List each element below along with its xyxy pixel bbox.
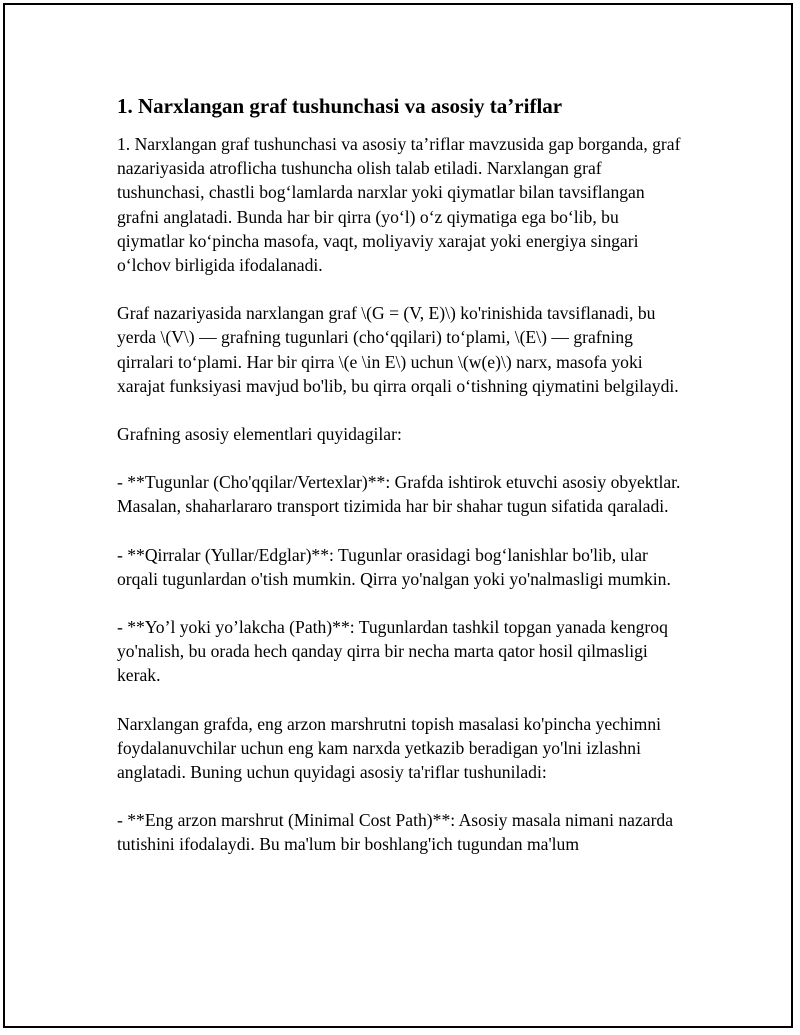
- paragraph-cheapest-route: Narxlangan grafda, eng arzon marshrutni topish masalasi ko'pincha yechimni foydalanuvchilar uchun eng kam narxda yetkazib beradigan yo'lni izlashni anglatadi. Buning uchun quyidagi asosiy ta'riflar tushuniladi:: [117, 713, 662, 783]
- paragraph-definition: Graf nazariyasida narxlangan graf \(G = (V, E)\) ko'rinishida tavsiflanadi, bu yerda \(V\) — grafning tugunlari (cho‘qqilari) to‘plami, \(E\) — grafning qirralari to‘plami. Har bir qirra \(e \in E\) uchun \(w(e)\) narx, masofa yoki xarajat funksiyasi mavjud bo'lib, bu qirra orqali o‘tishning qiymatini belgilaydi.: [117, 303, 679, 396]
- document-body: [117, 92, 687, 881]
- list-item-edges: - **Qirralar (Yullar/Edglar)**: Tugunlar orasidagi bog‘lanishlar bo'lib, ular orqali tugunlardan o'tish mumkin. Qirra yo'nalgan yoki yo'nalmasligi mumkin.: [117, 544, 671, 589]
- list-item-minimal-cost-path: - **Eng arzon marshrut (Minimal Cost Path)**: Asosiy masala nimani nazarda tutishini ifodalaydi. Bu ma'lum bir boshlang'ich tugundan ma'lum: [117, 810, 674, 855]
- paragraph-intro: 1. Narxlangan graf tushunchasi va asosiy ta’riflar mavzusida gap borganda, graf nazariyasida atroflicha tushuncha olish talab etiladi. Narxlangan graf tushunchasi, chastli bog‘lamlarda narxlar yoki qiymatlar bilan tavsiflangan grafni anglatadi. Bunda har bir qirra (yo‘l) o‘z qiymatiga ega bo‘lib, bu qiymatlar ko‘pincha masofa, vaqt, moliyaviy xarajat yoki energiya singari o‘lchov birligida ifodalanadi.: [117, 134, 681, 276]
- paragraph-elements-intro: Grafning asosiy elementlari quyidagilar:: [117, 424, 402, 445]
- section-heading: 1. Narxlangan graf tushunchasi va asosiy ta’riflar: [117, 94, 563, 118]
- list-item-path: - **Yo’l yoki yo’lakcha (Path)**: Tugunlardan tashkil topgan yanada kengroq yo'nalish, bu orada hech qanday qirra bir necha marta qator hosil qilmasligi kerak.: [117, 617, 668, 686]
- list-item-vertices: - **Tugunlar (Cho'qqilar/Vertexlar)**: Grafda ishtirok etuvchi asosiy obyektlar. Masalan, shaharlararo transport tizimida har bir shahar tugun sifatida qaraladi.: [117, 472, 681, 517]
